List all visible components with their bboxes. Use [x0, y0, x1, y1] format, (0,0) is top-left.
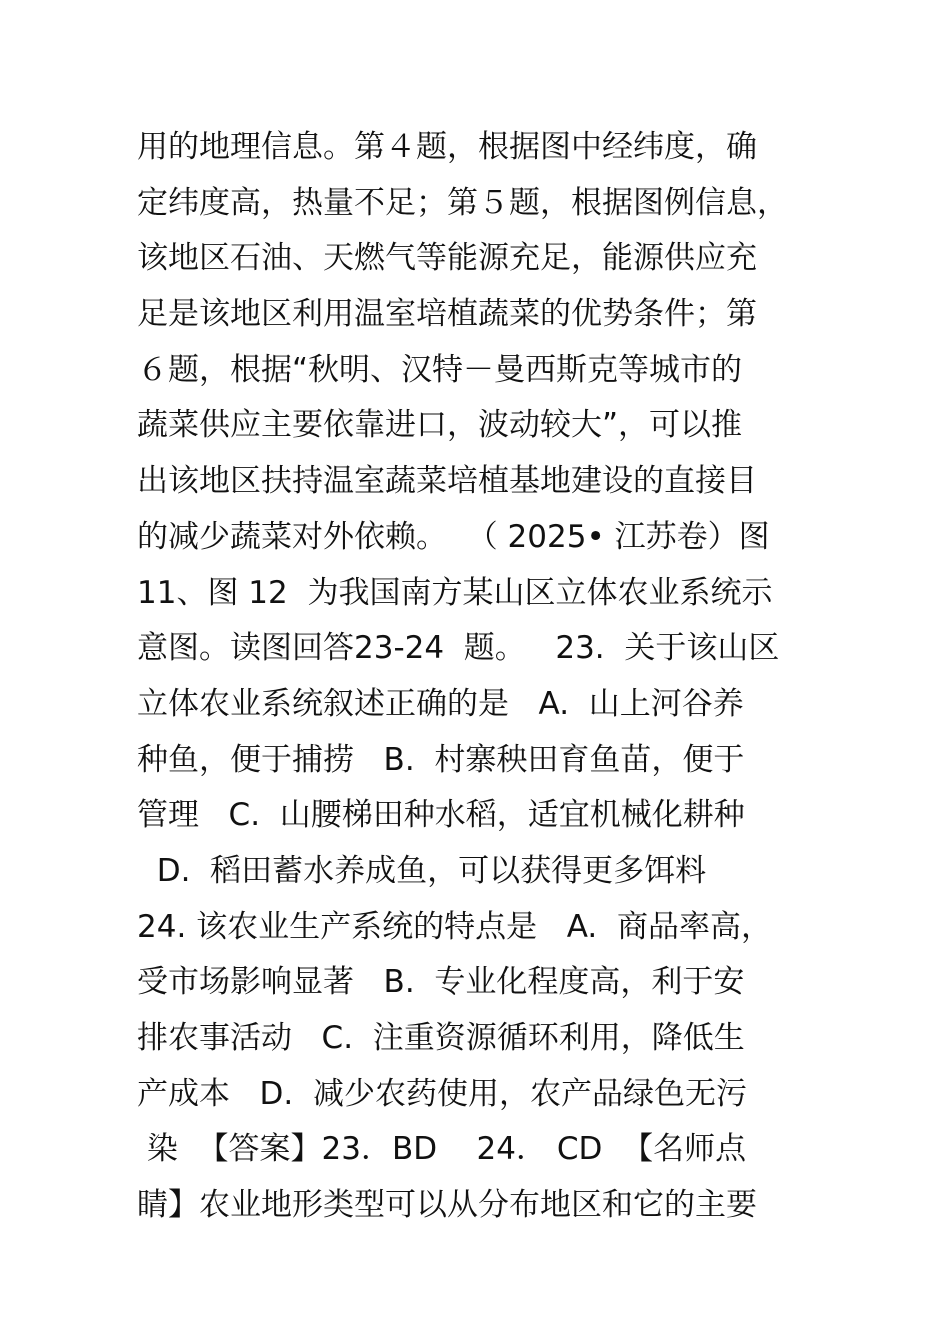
text-line-1: 用的地理信息。第４题，根据图中经纬度，确 [137, 129, 757, 165]
text-line-19: 染 【答案】23．BD 24． CD 【名师点 [137, 1131, 747, 1168]
text-line-8: 的减少蔬菜对外依赖。 （ 2025• 江苏卷）图 [137, 518, 770, 555]
text-line-12: 种鱼，便于捕捞 B. 村寨秧田育鱼苗，便于 [137, 741, 745, 778]
text-line-16: 受市场影响显著 B. 专业化程度高，利于安 [137, 964, 745, 1001]
answer-explanation-text [137, 120, 837, 1234]
text-line-13: 管理 C. 山腰梯田种水稻，适宜机械化耕种 [137, 797, 745, 834]
text-line-7: 出该地区扶持温室蔬菜培植基地建设的直接目 [137, 463, 757, 500]
text-line-18: 产成本 D. 减少农药使用，农产品绿色无污 [137, 1075, 747, 1112]
text-line-10: 意图。读图回答23-24 题。 23. 关于该山区 [137, 630, 780, 667]
text-line-4: 足是该地区利用温室培植蔬菜的优势条件；第 [137, 296, 757, 333]
text-line-9: 11、图 12 为我国南方某山区立体农业系统示 [137, 574, 773, 611]
text-line-14: D. 稻田蓄水养成鱼，可以获得更多饵料 [137, 852, 707, 889]
text-line-2: 定纬度高，热量不足；第５题，根据图例信息， [137, 184, 788, 221]
text-line-3: 该地区石油、天燃气等能源充足，能源供应充 [137, 240, 757, 277]
text-line-20: 睛】农业地形类型可以从分布地区和它的主要 [137, 1187, 757, 1224]
text-line-5: ６题，根据“秋明、汉特－曼西斯克等城市的 [137, 351, 743, 388]
text-line-11: 立体农业系统叙述正确的是 A. 山上河谷养 [137, 685, 744, 722]
text-line-17: 排农事活动 C. 注重资源循环利用，降低生 [137, 1020, 745, 1056]
text-line-6: 蔬菜供应主要依靠进口，波动较大”，可以推 [137, 407, 743, 444]
text-line-15: 24. 该农业生产系统的特点是 A. 商品率高， [137, 908, 772, 945]
